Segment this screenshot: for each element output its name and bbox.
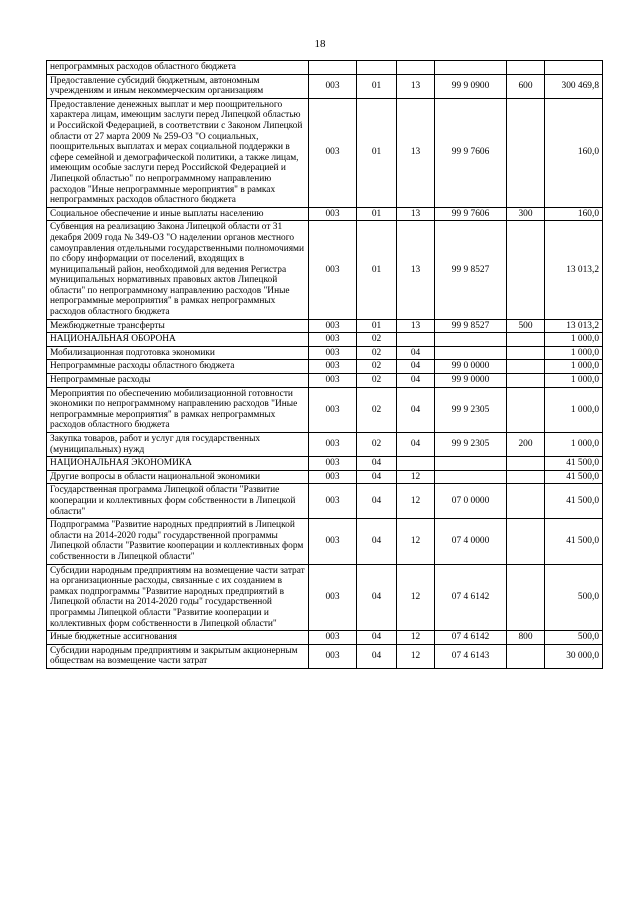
row-target-article: 99 9 8527 — [435, 221, 507, 319]
row-subsection — [397, 457, 435, 471]
row-subsection: 04 — [397, 433, 435, 457]
row-name: Субвенция на реализацию Закона Липецкой области от 31 декабря 2009 года № 349-ОЗ "О наделении органов местного самоуправления отдельными государственными полномочиями по сбору информации от поселений, входящих в муниципальный район, необходимой для ведения Регистра муниципальных нормативных правовых актов Липецкой области" по непрограммному направлению расходов "Иные непрограммные мероприятия" в рамках непрограммных расходов областного бюджета — [47, 221, 309, 319]
row-name: Мероприятия по обеспечению мобилизационной готовности экономики по непрограммному направлению расходов "Иные непрограммные мероприятия" в рамках непрограммных расходов областного бюджета — [47, 387, 309, 432]
row-subsection: 12 — [397, 519, 435, 564]
row-expense-type — [507, 484, 545, 519]
row-admin-code — [309, 61, 357, 75]
row-amount: 41 500,0 — [545, 484, 603, 519]
row-target-article: 99 9 7606 — [435, 207, 507, 221]
table-row — [47, 433, 603, 457]
row-name: Иные бюджетные ассигнования — [47, 631, 309, 645]
row-name: НАЦИОНАЛЬНАЯ ЭКОНОМИКА — [47, 457, 309, 471]
row-subsection: 12 — [397, 644, 435, 668]
table-row — [47, 98, 603, 207]
row-subsection: 04 — [397, 360, 435, 374]
row-subsection: 13 — [397, 74, 435, 98]
row-amount: 13 013,2 — [545, 221, 603, 319]
row-admin-code: 003 — [309, 519, 357, 564]
row-name: Другие вопросы в области национальной экономики — [47, 470, 309, 484]
row-amount: 1 000,0 — [545, 360, 603, 374]
row-target-article: 99 9 2305 — [435, 433, 507, 457]
row-section: 01 — [357, 221, 397, 319]
row-amount: 160,0 — [545, 98, 603, 207]
row-name: Подпрограмма "Развитие народных предприятий в Липецкой области на 2014-2020 годы" государственной программы Липецкой области "Развитие кооперации и коллективных форм собственности в Липецкой области" — [47, 519, 309, 564]
table-row — [47, 519, 603, 564]
row-subsection: 13 — [397, 221, 435, 319]
row-subsection: 12 — [397, 470, 435, 484]
row-admin-code: 003 — [309, 644, 357, 668]
row-admin-code: 003 — [309, 564, 357, 631]
table-row — [47, 374, 603, 388]
row-subsection: 13 — [397, 207, 435, 221]
row-section: 02 — [357, 374, 397, 388]
row-expense-type: 500 — [507, 319, 545, 333]
row-amount: 41 500,0 — [545, 457, 603, 471]
row-name: Непрограммные расходы областного бюджета — [47, 360, 309, 374]
row-section: 01 — [357, 98, 397, 207]
table-row — [47, 484, 603, 519]
row-name: Мобилизационная подготовка экономики — [47, 346, 309, 360]
row-subsection: 12 — [397, 564, 435, 631]
row-section: 04 — [357, 631, 397, 645]
row-admin-code: 003 — [309, 333, 357, 347]
table-row — [47, 387, 603, 432]
table-row — [47, 457, 603, 471]
row-expense-type — [507, 519, 545, 564]
row-name: Субсидии народным предприятиям и закрытым акционерным обществам на возмещение части затрат — [47, 644, 309, 668]
table-row — [47, 644, 603, 668]
row-expense-type — [507, 333, 545, 347]
row-subsection: 04 — [397, 346, 435, 360]
row-name: Непрограммные расходы — [47, 374, 309, 388]
row-section: 01 — [357, 207, 397, 221]
row-amount — [545, 61, 603, 75]
row-name: Субсидии народным предприятиям на возмещение части затрат на организационные расходы, связанные с их созданием в рамках подпрограммы "Развитие народных предприятий в Липецкой области на 2014-2020 годы" государственной программы Липецкой области "Развитие кооперации и коллективных форм собственности в Липецкой области" — [47, 564, 309, 631]
table-row — [47, 470, 603, 484]
row-admin-code: 003 — [309, 433, 357, 457]
row-amount: 30 000,0 — [545, 644, 603, 668]
row-admin-code: 003 — [309, 346, 357, 360]
row-section: 04 — [357, 519, 397, 564]
table-row — [47, 360, 603, 374]
row-name: Социальное обеспечение и иные выплаты населению — [47, 207, 309, 221]
row-expense-type: 600 — [507, 74, 545, 98]
budget-table — [46, 60, 603, 669]
row-admin-code: 003 — [309, 470, 357, 484]
table-row — [47, 221, 603, 319]
row-section: 02 — [357, 387, 397, 432]
row-target-article: 99 0 0000 — [435, 360, 507, 374]
row-expense-type — [507, 61, 545, 75]
row-admin-code: 003 — [309, 631, 357, 645]
page-number: 18 — [314, 38, 326, 50]
row-subsection: 04 — [397, 387, 435, 432]
row-target-article — [435, 470, 507, 484]
row-amount: 500,0 — [545, 564, 603, 631]
row-expense-type: 800 — [507, 631, 545, 645]
row-amount: 1 000,0 — [545, 374, 603, 388]
row-amount: 160,0 — [545, 207, 603, 221]
row-section: 04 — [357, 470, 397, 484]
row-admin-code: 003 — [309, 360, 357, 374]
row-section — [357, 61, 397, 75]
table-row — [47, 61, 603, 75]
row-amount: 41 500,0 — [545, 519, 603, 564]
row-expense-type — [507, 457, 545, 471]
row-section: 02 — [357, 360, 397, 374]
row-expense-type — [507, 564, 545, 631]
row-section: 04 — [357, 564, 397, 631]
table-row — [47, 319, 603, 333]
row-target-article: 99 9 8527 — [435, 319, 507, 333]
row-admin-code: 003 — [309, 374, 357, 388]
row-target-article: 07 4 6143 — [435, 644, 507, 668]
row-admin-code: 003 — [309, 98, 357, 207]
row-expense-type: 200 — [507, 433, 545, 457]
row-target-article — [435, 346, 507, 360]
row-expense-type — [507, 221, 545, 319]
row-subsection — [397, 333, 435, 347]
row-expense-type: 300 — [507, 207, 545, 221]
table-row — [47, 333, 603, 347]
row-target-article — [435, 457, 507, 471]
row-target-article — [435, 61, 507, 75]
row-section: 01 — [357, 74, 397, 98]
row-admin-code: 003 — [309, 74, 357, 98]
row-name: Закупка товаров, работ и услуг для государственных (муниципальных) нужд — [47, 433, 309, 457]
row-section: 01 — [357, 319, 397, 333]
row-target-article: 99 9 2305 — [435, 387, 507, 432]
row-amount: 1 000,0 — [545, 346, 603, 360]
row-amount: 300 469,8 — [545, 74, 603, 98]
row-expense-type — [507, 374, 545, 388]
table-row — [47, 207, 603, 221]
row-subsection: 12 — [397, 484, 435, 519]
row-expense-type — [507, 360, 545, 374]
row-name: непрограммных расходов областного бюджета — [47, 61, 309, 75]
row-name: НАЦИОНАЛЬНАЯ ОБОРОНА — [47, 333, 309, 347]
row-amount: 500,0 — [545, 631, 603, 645]
row-target-article: 99 9 0000 — [435, 374, 507, 388]
row-admin-code: 003 — [309, 207, 357, 221]
row-section: 04 — [357, 484, 397, 519]
table-row — [47, 631, 603, 645]
row-expense-type — [507, 387, 545, 432]
row-amount: 1 000,0 — [545, 387, 603, 432]
row-name: Предоставление субсидий бюджетным, автономным учреждениям и иным некоммерческим организациям — [47, 74, 309, 98]
row-section: 02 — [357, 346, 397, 360]
row-name: Межбюджетные трансферты — [47, 319, 309, 333]
row-target-article: 99 9 0900 — [435, 74, 507, 98]
row-amount: 1 000,0 — [545, 433, 603, 457]
row-expense-type — [507, 346, 545, 360]
row-subsection: 13 — [397, 98, 435, 207]
row-section: 04 — [357, 457, 397, 471]
table-row — [47, 346, 603, 360]
row-admin-code: 003 — [309, 484, 357, 519]
row-subsection: 04 — [397, 374, 435, 388]
row-target-article: 07 4 0000 — [435, 519, 507, 564]
row-admin-code: 003 — [309, 221, 357, 319]
row-section: 02 — [357, 433, 397, 457]
row-target-article: 99 9 7606 — [435, 98, 507, 207]
row-target-article: 07 4 6142 — [435, 631, 507, 645]
row-target-article — [435, 333, 507, 347]
table-row — [47, 74, 603, 98]
row-name: Государственная программа Липецкой области "Развитие кооперации и коллективных форм собственности в Липецкой области" — [47, 484, 309, 519]
row-admin-code: 003 — [309, 319, 357, 333]
row-admin-code: 003 — [309, 457, 357, 471]
row-subsection — [397, 61, 435, 75]
row-target-article: 07 0 0000 — [435, 484, 507, 519]
row-section: 02 — [357, 333, 397, 347]
row-subsection: 12 — [397, 631, 435, 645]
row-expense-type — [507, 644, 545, 668]
row-amount: 1 000,0 — [545, 333, 603, 347]
table-row — [47, 564, 603, 631]
row-admin-code: 003 — [309, 387, 357, 432]
row-section: 04 — [357, 644, 397, 668]
row-target-article: 07 4 6142 — [435, 564, 507, 631]
row-expense-type — [507, 98, 545, 207]
row-subsection: 13 — [397, 319, 435, 333]
row-amount: 13 013,2 — [545, 319, 603, 333]
row-name: Предоставление денежных выплат и мер поощрительного характера лицам, имеющим заслуги перед Липецкой областью и Российской Федерацией, в соответствии с Законом Липецкой области от 27 марта 2009 № 259-ОЗ "О социальных, поощрительных выплатах и мерах социальной поддержки в сфере семейной и демографической политики, а также лицам, имеющим особые заслуги перед Российской Федерацией и Липецкой областью" по непрограммному направлению расходов "Иные непрограммные мероприятия" в рамках непрограммных расходов областного бюджета — [47, 98, 309, 207]
row-amount: 41 500,0 — [545, 470, 603, 484]
row-expense-type — [507, 470, 545, 484]
